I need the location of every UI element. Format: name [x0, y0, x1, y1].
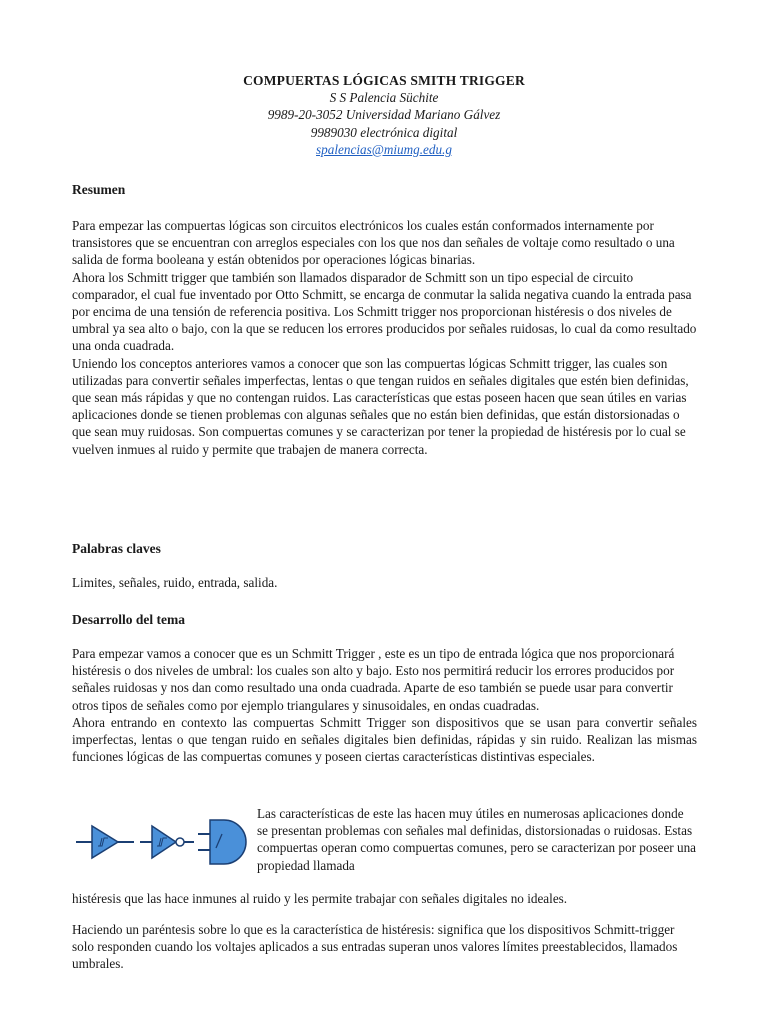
desarrollo-paragraph-1: Para empezar vamos a conocer que es un Schmitt Trigger , este es un tipo de entrada lógica que nos proporcionará histéresis o dos niveles de umbral: los cuales son alto y bajo. Esto nos permitirá reducir los errores producidos por señales ruidosas y nos dan como resultado una onda cuadrada. Aparte de eso también se puede usar para convertir otros tipos de señales como por ejemplo triangulares y sinusoidales, en ondas cuadradas. [72, 646, 675, 713]
resumen-paragraph-2: Ahora los Schmitt trigger que también son llamados disparador de Schmitt son un tipo especial de circuito comparador, el cual fue inventado por Otto Schmitt, se encarga de conmutar la salida negativa cuando la entrada pasa por encima de una tensión de referencia positiva. Los Schmitt trigger nos proporcionan histéresis o dos niveles de umbral ya sea alto o bajo, con la que se reducen los errores producidos por señales ruidosas, lo cual da como resultado una onda cuadrada. [72, 269, 697, 354]
paper-title: COMPUERTAS LÓGICAS SMITH TRIGGER [243, 73, 525, 88]
paper-header [0, 72, 768, 158]
section-heading-palabras: Palabras claves [72, 541, 161, 556]
keywords-text: Limites, señales, ruido, entrada, salida. [72, 575, 278, 590]
author-affiliation: 9989-20-3052 Universidad Mariano Gálvez [267, 107, 501, 123]
author-email-link[interactable]: spalencias@miumg.edu.g [316, 141, 452, 157]
resumen-paragraph-1: Para empezar las compuertas lógicas son circuitos electrónicos los cuales están conformados internamente por transistores que se encuentran con arreglos especiales con los que nos dan señales de voltaje como resultado o una salida de forma booleana y están obtenidos por operaciones lógicas binarias. [72, 218, 675, 268]
course-info: 9989030 electrónica digital [310, 124, 458, 140]
section-heading-resumen: Resumen [72, 182, 126, 197]
desarrollo-paragraph-3-continued: histéresis que las hace inmunes al ruido y les permite trabajar con señales digitales no ideales. [72, 891, 568, 907]
desarrollo-continuation [72, 877, 697, 985]
schmitt-inverter-icon [140, 826, 194, 858]
desarrollo-paragraph-3-wrapped: Las características de este las hacen muy útiles en numerosas aplicaciones donde se presentan problemas con señales mal definidas, distorsionadas o ruidosas. Estas compuertas operan como compuertas comunes, pero se caracterizan por poseer una propiedad llamada [257, 806, 697, 873]
desarrollo-paragraph-4: Haciendo un paréntesis sobre lo que es la característica de histéresis: significa que los dispositivos Schmitt-trigger solo responden cuando los voltajes aplicados a sus entradas superan unos valores límites preestablecidos, llamados umbrales. [72, 921, 678, 971]
desarrollo-body [72, 645, 697, 765]
schmitt-nand-icon [198, 820, 246, 864]
resumen-paragraph-3: Uniendo los conceptos anteriores vamos a conocer que son las compuertas lógicas Schmitt trigger, las cuales son utilizadas para convertir señales imperfectas, lentas o que tengan ruidos en señales digitales que estén bien definidas, que sean más rápidas y que no contengan ruidos. Las características que estas poseen hacen que sean útiles en varias aplicaciones donde se tienen problemas con algunas señales que no están bien definidas, que están distorsionadas o que sean muy ruidosas. Son compuertas comunes y se caracterizan por tener la propiedad de histéresis por lo cual se vuelven inmues al ruido y permite que trabajen de manera correcta. [72, 355, 689, 457]
schmitt-gates-figure [72, 812, 250, 872]
resumen-body [72, 217, 697, 458]
author-name: S S Palencia Süchite [329, 90, 439, 106]
schmitt-buffer-icon [76, 826, 134, 858]
section-heading-desarrollo: Desarrollo del tema [72, 612, 185, 627]
desarrollo-paragraph-2: Ahora entrando en contexto las compuertas Schmitt Trigger son dispositivos que se usan para convertir señales imperfectas, lentas o que tengan ruido en señales digitales bien definidas, rápidas y sin ruido. Realizan las mismas funciones lógicas de las compuertas comunes y poseen ciertas características distintivas especiales. [72, 714, 697, 765]
